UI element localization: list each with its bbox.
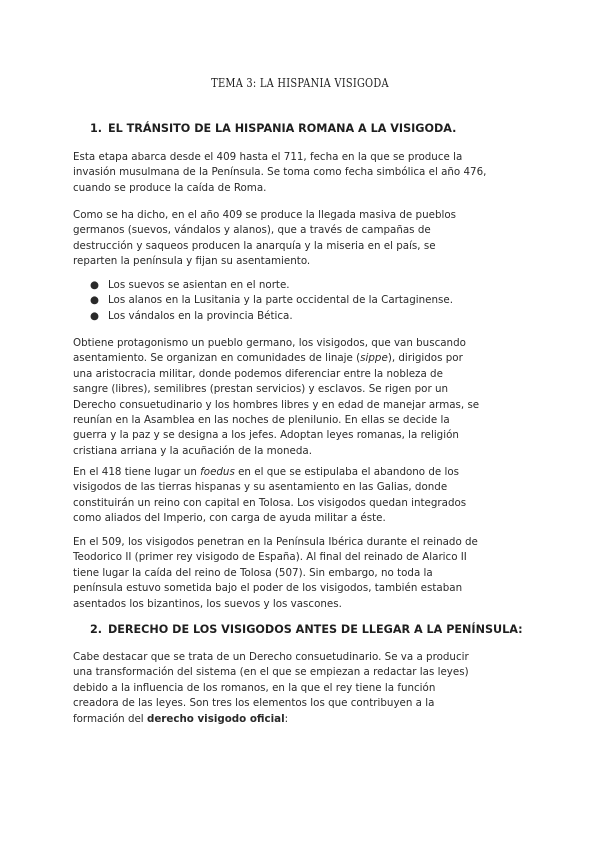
document-title: TEMA 3: LA HISPANIA VISIGODA: [211, 76, 389, 90]
text-run: ), dirigidos por: [387, 352, 463, 365]
text-line: una transformación del sistema (en el que se empiezan a redactar las leyes): [73, 666, 469, 679]
text-line: como aliados del Imperio, con carga de ayuda militar a éste.: [73, 512, 386, 525]
text-line: visigodos de las tierras hispanas y su asentamiento en las Galias, donde: [73, 481, 448, 494]
text-line: germanos (suevos, vándalos y alanos), que a través de campañas de: [73, 224, 431, 237]
text-line: [73, 712, 543, 727]
text-line: [73, 351, 543, 366]
paragraph-1: [73, 150, 543, 196]
text-run: en el que se estipulaba el abandono de los: [234, 466, 460, 478]
text-line: debido a la influencia de los romanos, en la que el rey tiene la función: [73, 681, 436, 694]
text-line: En el 509, los visigodos penetran en la Península Ibérica durante el reinado de: [73, 536, 478, 548]
text-line: Obtiene protagonismo un pueblo germano, los visigodos, que van buscando: [73, 337, 466, 349]
list-item-text: Los vándalos en la provincia Bética.: [108, 309, 293, 322]
text-line: Esta etapa abarca desde el 409 hasta el 711, fecha en la que se produce la: [73, 151, 463, 163]
section-2-heading: [90, 623, 523, 636]
section-1-title: EL TRÁNSITO DE LA HISPANIA ROMANA A LA VISIGODA.: [108, 122, 457, 135]
section-2-title: DERECHO DE LOS VISIGODOS ANTES DE LLEGAR A LA PENÍNSULA:: [108, 623, 523, 636]
text-line: tiene lugar la caída del reino de Tolosa (507). Sin embargo, no toda la: [73, 566, 433, 579]
list-item: [90, 309, 530, 324]
list-item-text: Los alanos en la Lusitania y la parte occidental de la Cartaginense.: [108, 294, 453, 307]
text-line: guerra y la paz y se designa a los jefes. Adoptan leyes romanas, la religión: [73, 429, 459, 442]
emphasis-sippe: sippe: [360, 352, 388, 365]
bullet-icon: ●: [90, 279, 99, 291]
section-1-number: 1.: [90, 122, 103, 135]
section-1-heading: [90, 122, 456, 135]
text-run: En el 418 tiene lugar un: [73, 466, 201, 478]
text-line: cristiana arriana y la acuñación de la moneda.: [73, 444, 312, 457]
text-line: reunían en la Asamblea en las noches de plenilunio. En ellas se decide la: [73, 414, 450, 427]
paragraph-5: [73, 535, 543, 612]
text-line: una aristocracia militar, donde podemos diferenciar entre la nobleza de: [73, 367, 443, 380]
text-line: Teodorico II (primer rey visigodo de España). Al final del reinado de Alarico II: [73, 551, 467, 564]
bullet-list: [90, 278, 530, 324]
paragraph-6: [73, 650, 543, 727]
text-line: Como se ha dicho, en el año 409 se produce la llegada masiva de pueblos: [73, 209, 457, 221]
text-line: constituirán un reino con capital en Tolosa. Los visigodos quedan integrados: [73, 496, 467, 509]
section-2-number: 2.: [90, 623, 103, 636]
text-line: Derecho consuetudinario y los hombres libres y en edad de manejar armas, se: [73, 398, 480, 411]
text-line: [73, 465, 543, 480]
text-line: invasión musulmana de la Península. Se toma como fecha simbólica el año 476,: [73, 166, 487, 179]
text-line: asentados los bizantinos, los suevos y los vascones.: [73, 597, 342, 610]
list-item: [90, 293, 530, 308]
paragraph-4: [73, 465, 543, 527]
text-line: sangre (libres), semilibres (prestan servicios) y esclavos. Se rigen por un: [73, 383, 449, 396]
text-run: :: [284, 712, 289, 725]
text-run: formación del: [73, 712, 147, 725]
text-line: reparten la península y fijan su asentamiento.: [73, 255, 311, 268]
list-item: [90, 278, 530, 293]
paragraph-3: [73, 336, 543, 459]
text-line: cuando se produce la caída de Roma.: [73, 181, 267, 194]
bullet-icon: ●: [90, 309, 99, 322]
text-line: Cabe destacar que se trata de un Derecho consuetudinario. Se va a producir: [73, 651, 469, 663]
bold-term: derecho visigodo oficial: [146, 712, 285, 725]
list-item-text: Los suevos se asientan en el norte.: [108, 279, 290, 291]
text-line: destrucción y saqueos producen la anarquía y la miseria en el país, se: [73, 239, 436, 252]
emphasis-foedus: foedus: [200, 466, 235, 478]
paragraph-2: [73, 208, 543, 270]
text-line: creadora de las leyes. Son tres los elementos los que contribuyen a la: [73, 697, 435, 710]
text-run: asentamiento. Se organizan en comunidades de linaje (: [73, 352, 361, 365]
text-line: península estuvo sometida bajo el poder de los visigodos, también estaban: [73, 582, 463, 595]
bullet-icon: ●: [90, 294, 99, 307]
